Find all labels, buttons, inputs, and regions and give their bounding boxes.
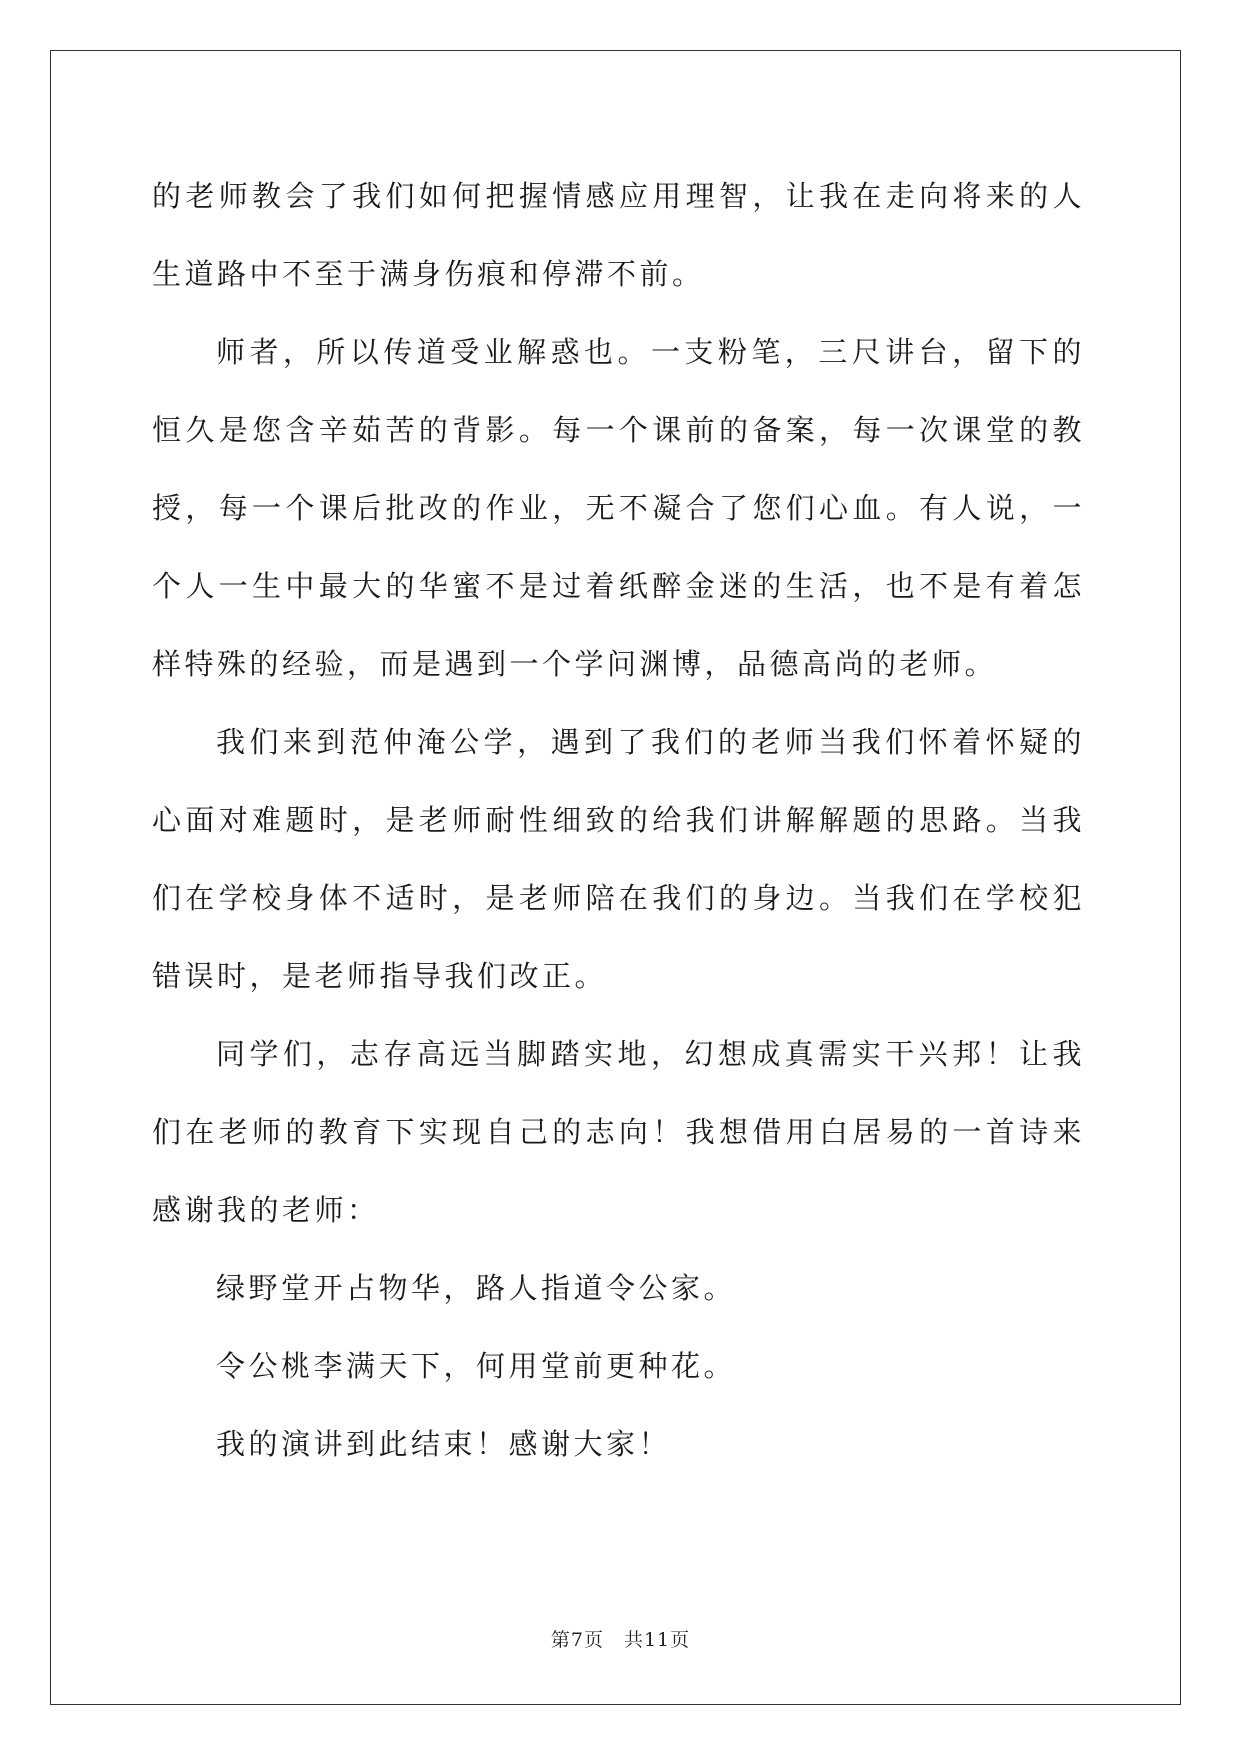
page-number: 第7页 (550, 1629, 604, 1651)
closing-paragraph: 我的演讲到此结束！感谢大家！ (216, 1427, 672, 1461)
poem-line-1: 绿野堂开占物华，路人指道令公家。 (216, 1271, 737, 1305)
page-footer (0, 1625, 1241, 1652)
paragraph-2: 师者，所以传道受业解惑也。一支粉笔，三尺讲台，留下的恒久是您含辛茹苦的背影。每一个课前的备案，每一次课堂的教授，每一个课后批改的作业，无不凝合了您们心血。有人说，一个人一生中最大的华蜜不是过着纸醉金迷的生活，也不是有着怎样特殊的经验，而是遇到一个学问渊博，品德高尚的老师。 (152, 335, 1085, 681)
poem-line-2: 令公桃李满天下，何用堂前更种花。 (216, 1349, 737, 1383)
paragraph-3: 我们来到范仲淹公学，遇到了我们的老师当我们怀着怀疑的心面对难题时，是老师耐性细致的给我们讲解解题的思路。当我们在学校身体不适时，是老师陪在我们的身边。当我们在学校犯错误时，是老师指导我们改正。 (152, 725, 1085, 993)
page-total: 共11页 (623, 1629, 691, 1651)
paragraph-1: 的老师教会了我们如何把握情感应用理智，让我在走向将来的人生道路中不至于满身伤痕和停滞不前。 (152, 179, 1085, 291)
document-body (152, 165, 1085, 1483)
paragraph-4: 同学们，志存高远当脚踏实地，幻想成真需实干兴邦！让我们在老师的教育下实现自己的志向！我想借用白居易的一首诗来感谢我的老师： (152, 1037, 1085, 1227)
